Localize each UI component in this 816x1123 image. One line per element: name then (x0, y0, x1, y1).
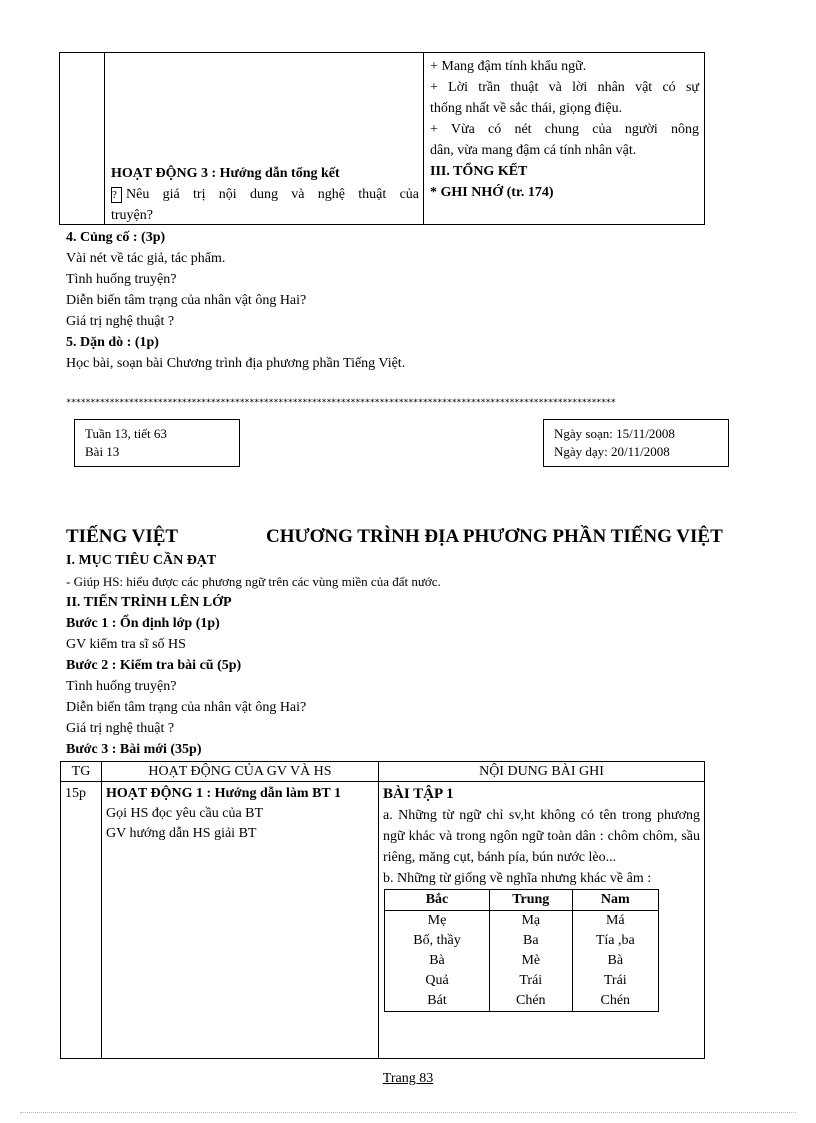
summary-lines (430, 56, 699, 203)
step2-line: Diễn biến tâm trạng của nhân vật ông Hai? (66, 700, 307, 715)
subject-title: TIẾNG VIỆT (66, 526, 179, 547)
dialect-cell: Mè (490, 951, 573, 971)
dialect-row (385, 931, 659, 951)
dialect-cell: Trái (572, 971, 658, 991)
summary-line: + Vừa có nét chung của người nông (430, 122, 699, 137)
dando-heading: 5. Dặn dò : (1p) (66, 335, 159, 350)
step3-heading: Bước 3 : Bài mới (35p) (66, 742, 202, 757)
step2-line: Giá trị nghệ thuật ? (66, 721, 175, 736)
dialect-cell: Ba (490, 931, 573, 951)
week-line: Tuần 13, tiết 63 (85, 426, 167, 441)
header-content: NỘI DUNG BÀI GHI (379, 762, 705, 782)
header-activity: HOẠT ĐỘNG CỦA GV VÀ HS (102, 762, 379, 782)
teach-date: Ngày dạy: 20/11/2008 (554, 444, 670, 459)
summary-line: dân, vừa mang đậm cá tính nhân vật. (430, 143, 637, 158)
activity1-line: Gọi HS đọc yêu cầu của BT (106, 806, 264, 821)
question-text: Nêu giá trị nội dung và nghệ thuật của (126, 187, 419, 202)
activity3-title: HOẠT ĐỘNG 3 : Hướng dẫn tổng kết (111, 166, 340, 181)
dialect-cell: Bố, thầy (385, 931, 490, 951)
step1-text: GV kiểm tra sĩ số HS (66, 637, 186, 652)
lesson-number: Bài 13 (85, 444, 120, 459)
prep-date: Ngày soạn: 15/11/2008 (554, 426, 675, 441)
dialect-cell: Bà (385, 951, 490, 971)
cungco-heading: 4. Củng cố : (3p) (66, 230, 166, 245)
page-bottom-rule (20, 1112, 796, 1113)
dialect-header-row (385, 890, 659, 911)
time-value: 15p (61, 782, 102, 1059)
activity-cell (105, 53, 424, 225)
cungco-line: Diễn biến tâm trạng của nhân vật ông Hai? (66, 293, 307, 308)
dialect-cell: Mạ (490, 911, 573, 932)
exercise-a: a. Những từ ngữ chỉ sv,ht không có tên trong phương ngữ khác và trong ngôn ngữ toàn dân : chôm chôm, sầu riêng, măng cụt, bánh pía, bún nước lèo... (383, 808, 700, 865)
table-row (61, 782, 705, 1059)
dando-text: Học bài, soạn bài Chương trình địa phương phần Tiếng Việt. (66, 356, 406, 371)
step2-line: Tình huống truyện? (66, 679, 177, 694)
ghinho: * GHI NHỚ (tr. 174) (430, 185, 554, 200)
dialect-header: Trung (490, 890, 573, 911)
table-header-row (61, 762, 705, 782)
activity3-question (111, 184, 419, 205)
activity1-title: HOẠT ĐỘNG 1 : Hướng dẫn làm BT 1 (106, 786, 342, 801)
step1-heading: Bước 1 : Ổn định lớp (1p) (66, 616, 220, 631)
question-text-cont: truyện? (111, 208, 153, 223)
process-heading: II. TIẾN TRÌNH LÊN LỚP (66, 595, 232, 610)
dialect-cell: Trái (490, 971, 573, 991)
lesson-title: CHƯƠNG TRÌNH ĐỊA PHƯƠNG PHẦN TIẾNG VIỆT (266, 526, 723, 547)
objective-heading: I. MỤC TIÊU CẦN ĐẠT (66, 553, 217, 568)
dialect-cell: Chén (572, 991, 658, 1012)
cungco-line: Tình huống truyện? (66, 272, 177, 287)
dialect-cell: Bát (385, 991, 490, 1012)
dialect-cell: Chén (490, 991, 573, 1012)
continuation-table (59, 52, 705, 225)
cungco-line: Giá trị nghệ thuật ? (66, 314, 175, 329)
dialect-cell: Quả (385, 971, 490, 991)
exercise-b: b. Những từ giống về nghĩa nhưng khác về âm : (383, 871, 652, 886)
section3-title: III. TỔNG KẾT (430, 164, 528, 179)
dialect-cell: Má (572, 911, 658, 932)
dialect-header: Bắc (385, 890, 490, 911)
dialect-cell: Tía ,ba (572, 931, 658, 951)
dialect-row (385, 951, 659, 971)
activity-cell (102, 782, 379, 1059)
content-cell (424, 53, 705, 225)
summary-line: thống nhất về sắc thái, giọng điệu. (430, 101, 623, 116)
cungco-line: Vài nét về tác giả, tác phẩm. (66, 251, 226, 266)
exercise-title: BÀI TẬP 1 (383, 786, 454, 802)
summary-line: + Lời trần thuật và lời nhân vật có sự (430, 80, 699, 95)
objective-text: - Giúp HS: hiểu được các phương ngữ trên các vùng miền của đất nước. (66, 574, 441, 589)
page-number: Trang 83 (382, 1071, 434, 1086)
activity1-line: GV hướng dẫn HS giải BT (106, 826, 257, 841)
content-cell (379, 782, 705, 1059)
question-mark: ? (111, 187, 122, 203)
dialect-row (385, 971, 659, 991)
step2-heading: Bước 2 : Kiểm tra bài cũ (5p) (66, 658, 242, 673)
dialect-row (385, 911, 659, 932)
dialect-cell: Bà (572, 951, 658, 971)
date-box (543, 419, 729, 467)
dialect-table (384, 889, 659, 1012)
lesson-table (60, 761, 705, 1059)
dialect-row (385, 991, 659, 1012)
dialect-cell: Mẹ (385, 911, 490, 932)
week-box (74, 419, 240, 467)
dialect-header: Nam (572, 890, 658, 911)
summary-line: + Mang đậm tính khẩu ngữ. (430, 59, 587, 74)
separator: ****************************************************************************************************************** (66, 398, 616, 408)
header-time: TG (61, 762, 102, 782)
time-cell (60, 53, 105, 225)
